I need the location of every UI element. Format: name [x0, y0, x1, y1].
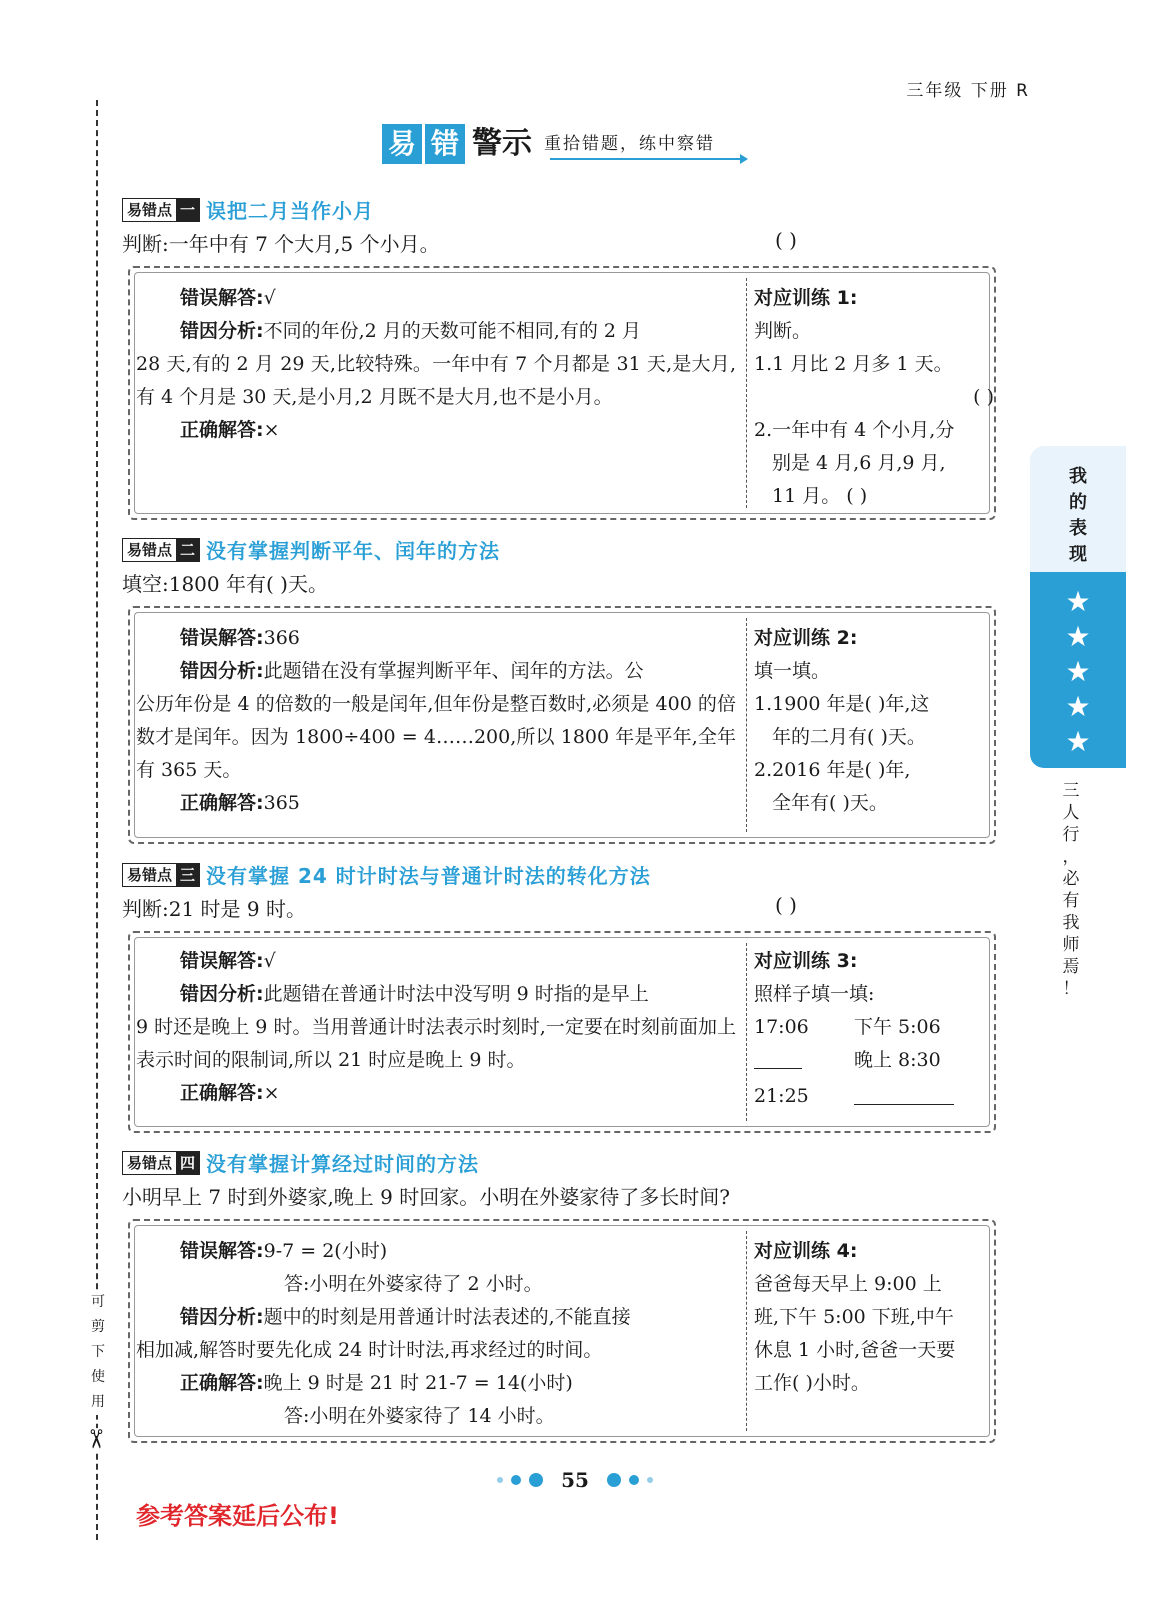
reason-text-cont: 9 时还是晚上 9 时。当用普通计时法表示时刻时,一定要在时刻前面加上表示时间的限制词,所以 21 时应是晚上 9 时。 [136, 1016, 736, 1071]
motto-char: 行 [1062, 825, 1080, 845]
star-icon[interactable]: ★ [1065, 690, 1091, 723]
reason-text-cont: 相加减,解答时要先化成 24 时计时法,再求经过的时间。 [136, 1339, 603, 1361]
section-3-header [122, 860, 651, 889]
tag-number: 二 [176, 539, 199, 561]
wrong-label: 错误解答: [180, 950, 264, 972]
section-1-box [128, 266, 996, 520]
tab-char: 我 [1069, 466, 1087, 487]
training-line: 判断。 [754, 320, 812, 342]
tab-char: 现 [1069, 544, 1087, 565]
motto-char: 焉 [1062, 957, 1080, 977]
section-2-header [122, 535, 500, 564]
correct-answer: 365 [263, 792, 300, 814]
training-line: 工作( )小时。 [754, 1372, 870, 1394]
motto-char: ！ [1062, 979, 1080, 999]
wrong-label: 错误解答: [180, 627, 264, 649]
reason-text-cont: 公历年份是 4 的倍数的一般是闰年,但年份是整百数时,必须是 400 的倍数才是闰年。因为 1800÷400 = 4……200,所以 1800 年是平年,全年有 365 天。 [136, 693, 736, 781]
performance-tab [1030, 446, 1126, 768]
page-footer [470, 1468, 680, 1492]
reason-label: 错因分析: [180, 983, 264, 1005]
tag-number: 一 [176, 199, 199, 221]
training-line: 年的二月有( )天。 [772, 726, 926, 748]
time-cell: 晚上 8:30 [854, 1049, 941, 1071]
performance-label [1030, 446, 1126, 572]
wrong-answer: √ [263, 287, 276, 309]
wrong-answer: √ [263, 950, 276, 972]
time-blank[interactable] [754, 1044, 854, 1080]
correct-label: 正确解答: [180, 419, 264, 441]
scissors-icon: ✂ [79, 1428, 110, 1450]
tab-char: 的 [1069, 492, 1087, 513]
tag-label: 易错点 [123, 199, 176, 221]
analysis [136, 282, 736, 447]
training-line: 班,下午 5:00 下班,中午 [754, 1306, 954, 1328]
box-divider [746, 278, 747, 508]
training-line: 全年有( )天。 [772, 792, 888, 814]
answer-paren: ( ) [775, 893, 797, 917]
section-2-box [128, 606, 996, 844]
motto-char: 必 [1062, 869, 1080, 889]
training [754, 282, 994, 513]
section-3-question: 判断:21 时是 9 时。 [122, 897, 306, 921]
cut-char: 使 [91, 1369, 105, 1385]
section-3-box [128, 931, 996, 1133]
motto-char: 师 [1062, 935, 1080, 955]
tab-char: 表 [1069, 518, 1087, 539]
section-4-header [122, 1148, 479, 1177]
training-title: 对应训练 3: [754, 950, 858, 972]
grade-label: 三年级 下册 R [906, 81, 1030, 101]
section-title: 没有掌握判断平年、闰年的方法 [206, 539, 501, 563]
title-subtitle: 重拾错题，练中察错 [544, 134, 715, 154]
tag-label: 易错点 [123, 1152, 176, 1174]
training-intro: 照样子填一填: [754, 983, 875, 1005]
wrong-answer: 366 [263, 627, 300, 649]
training-line: 爸爸每天早上 9:00 上 [754, 1273, 942, 1295]
training-title: 对应训练 4: [754, 1240, 858, 1262]
title-main: 警示 [472, 126, 532, 161]
time-row [754, 1011, 994, 1044]
analysis [136, 1235, 736, 1433]
rating-stars[interactable] [1030, 572, 1126, 768]
star-icon[interactable]: ★ [1065, 620, 1091, 653]
reason-label: 错因分析: [180, 1306, 264, 1328]
motto-char: 有 [1062, 891, 1080, 911]
section-tag [122, 198, 200, 222]
cut-hint [86, 1290, 110, 1415]
motto-char: 人 [1062, 803, 1080, 823]
box-divider [746, 1231, 747, 1431]
dot-icon [629, 1475, 639, 1485]
star-icon[interactable]: ★ [1065, 725, 1091, 758]
analysis [136, 945, 736, 1110]
wrong-label: 错误解答: [180, 1240, 264, 1262]
tag-number: 三 [176, 864, 199, 886]
section-1-header [122, 195, 374, 224]
section-4-box [128, 1219, 996, 1443]
reason-text: 此题错在没有掌握判断平年、闰年的方法。公 [263, 660, 644, 682]
training-title: 对应训练 1: [754, 287, 858, 309]
box-divider [746, 943, 747, 1121]
cut-char: 下 [91, 1344, 105, 1360]
cut-char: 用 [91, 1394, 105, 1410]
section-title: 误把二月当作小月 [206, 199, 375, 223]
section-2-question: 填空:1800 年有( )天。 [122, 572, 328, 596]
section-title: 没有掌握计算经过时间的方法 [206, 1152, 480, 1176]
title-underline-arrow [550, 158, 746, 160]
wrong-label: 错误解答: [180, 287, 264, 309]
dot-icon [529, 1473, 543, 1487]
reason-text: 题中的时刻是用普通计时法表述的,不能直接 [263, 1306, 631, 1328]
correct-label: 正确解答: [180, 1372, 264, 1394]
title-box-1: 易 [382, 124, 422, 164]
training-line: 别是 4 月,6 月,9 月, [772, 452, 946, 474]
training [754, 945, 994, 1116]
analysis [136, 622, 736, 820]
tag-label: 易错点 [123, 864, 176, 886]
dot-icon [511, 1475, 521, 1485]
page-number: 55 [561, 1468, 589, 1492]
training-title: 对应训练 2: [754, 627, 858, 649]
star-icon[interactable]: ★ [1065, 585, 1091, 618]
reason-text: 此题错在普通计时法中没写明 9 时指的是早上 [263, 983, 649, 1005]
reason-label: 错因分析: [180, 320, 264, 342]
section-4-question: 小明早上 7 时到外婆家,晚上 9 时回家。小明在外婆家待了多长时间? [122, 1185, 730, 1209]
section-title: 没有掌握 24 时计时法与普通计时法的转化方法 [206, 864, 651, 888]
training-line: 11 月。 ( ) [772, 485, 868, 507]
cut-char: 剪 [91, 1319, 105, 1335]
training-line: 2.2016 年是( )年, [754, 759, 911, 781]
dot-icon [497, 1477, 503, 1483]
section-1-question: 判断:一年中有 7 个大月,5 个小月。 [122, 232, 440, 256]
training-line: ( ) [973, 386, 994, 408]
section-tag [122, 1151, 200, 1175]
training-line: 休息 1 小时,爸爸一天要 [754, 1339, 956, 1361]
wrong-answer: 9-7 = 2(小时) [263, 1240, 388, 1262]
motto-char: ， [1062, 847, 1080, 867]
tag-label: 易错点 [123, 539, 176, 561]
motto-char: 我 [1062, 913, 1080, 933]
correct-answer: × [263, 419, 280, 441]
wrong-answer-sentence: 答:小明在外婆家待了 2 小时。 [284, 1273, 543, 1295]
time-cell: 17:06 [754, 1016, 809, 1038]
motto [1060, 780, 1082, 1000]
reason-text: 不同的年份,2 月的天数可能不相同,有的 2 月 [263, 320, 641, 342]
correct-answer-sentence: 答:小明在外婆家待了 14 小时。 [284, 1405, 555, 1427]
title-box-2: 错 [425, 124, 465, 164]
time-row [754, 1044, 994, 1080]
time-blank[interactable] [854, 1080, 954, 1116]
star-icon[interactable]: ★ [1065, 655, 1091, 688]
dot-icon [607, 1473, 621, 1487]
correct-answer: 晚上 9 时是 21 时 21-7 = 14(小时) [263, 1372, 573, 1394]
training-line: 2.一年中有 4 个小月,分 [754, 419, 955, 441]
training-line: 填一填。 [754, 660, 831, 682]
reason-label: 错因分析: [180, 660, 264, 682]
correct-answer: × [263, 1082, 280, 1104]
answer-notice: 参考答案延后公布! [136, 1502, 339, 1530]
section-tag [122, 863, 200, 887]
reason-text-cont: 28 天,有的 2 月 29 天,比较特殊。一年中有 7 个月都是 31 天,是大月,有 4 个月是 30 天,是小月,2 月既不是大月,也不是小月。 [136, 353, 736, 408]
time-cell: 21:25 [754, 1085, 809, 1107]
dot-icon [647, 1477, 653, 1483]
motto-char: 三 [1062, 781, 1080, 801]
correct-label: 正确解答: [180, 1082, 264, 1104]
answer-paren: ( ) [775, 228, 797, 252]
box-divider [746, 618, 747, 832]
time-row [754, 1080, 994, 1116]
training-line: 1.1900 年是( )年,这 [754, 693, 930, 715]
time-cell: 下午 5:06 [854, 1016, 941, 1038]
cut-char: 可 [91, 1294, 105, 1310]
section-tag [122, 538, 200, 562]
correct-label: 正确解答: [180, 792, 264, 814]
training-line: 1.1 月比 2 月多 1 天。 [754, 353, 953, 375]
training [754, 622, 994, 820]
training [754, 1235, 994, 1400]
tag-number: 四 [176, 1152, 199, 1174]
